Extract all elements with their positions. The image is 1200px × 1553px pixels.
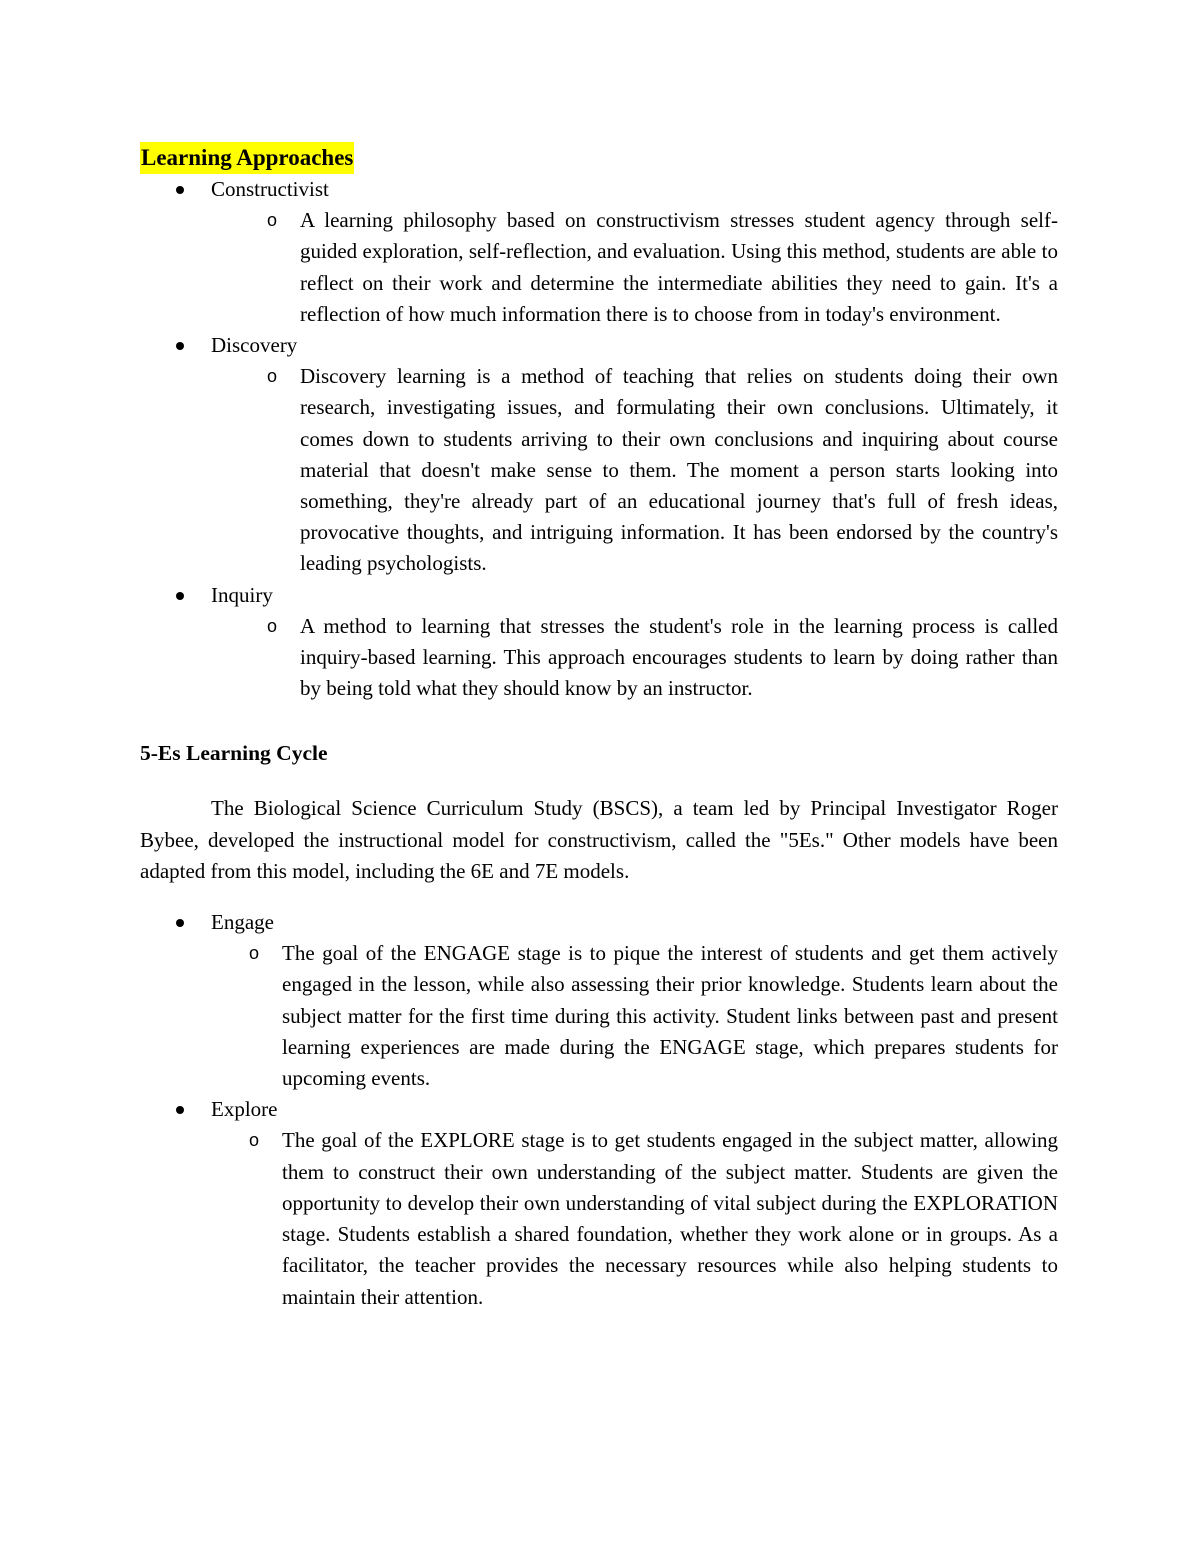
- sub-bullet-icon: o: [267, 366, 278, 387]
- list-item-label: Constructivist: [211, 177, 329, 201]
- sub-bullet-icon: o: [249, 943, 260, 964]
- bscs-paragraph: The Biological Science Curriculum Study (BSCS), a team led by Principal Investigator Roger Bybee, developed the instructional model for constructivism, called the "5Es." Other models have been adapted from this model, including the 6E and 7E models.: [140, 796, 1058, 883]
- sub-item-constructivist-description: [140, 205, 1058, 330]
- bullet-icon: [176, 919, 184, 927]
- list-item-label: Explore: [211, 1097, 278, 1122]
- sub-item-engage-description: [140, 938, 1058, 1094]
- highlighted-heading-text: Learning Approaches: [140, 142, 354, 174]
- learning-approaches-list: [140, 174, 1058, 704]
- list-item-label: Engage: [211, 910, 274, 935]
- sub-item-text: A learning philosophy based on constructivism stresses student agency through self-guided exploration, self-reflection, and evaluation. Using this method, students are able to reflect on their work and determine the intermediate abilities they need to gain. It's a reflection of how much information there is to choose from in today's environment.: [300, 208, 1058, 326]
- list-item-label: Inquiry: [211, 582, 273, 607]
- sub-bullet-icon: o: [249, 1130, 260, 1151]
- sub-item-explore-description: [140, 1125, 1058, 1312]
- sub-item-text: A method to learning that stresses the student's role in the learning process is called inquiry-based learning. This approach encourages students to learn by doing rather than by being told what they should know by an instructor.: [300, 613, 1058, 701]
- list-item-explore: [140, 1094, 1058, 1125]
- list-item-label: Discovery: [211, 333, 298, 358]
- sub-bullet-icon: o: [267, 615, 278, 636]
- bullet-icon: [176, 342, 184, 350]
- sub-item-text: The goal of the ENGAGE stage is to pique the interest of students and get them actively engaged in the lesson, while also assessing their prior knowledge. Students learn about the subject matter for the first time during this activity. Student links between past and present learning experiences are made during the ENGAGE stage, which prepares students for upcoming events.: [282, 941, 1058, 1091]
- 5es-stage-list: [140, 907, 1058, 1313]
- sub-item-discovery-description: [140, 361, 1058, 579]
- sub-item-text: The goal of the EXPLORE stage is to get students engaged in the subject matter, allowing them to construct their own understanding of the subject matter. Students are given the opportunity to develop their own understanding of vital subject during the EXPLORATION stage. Students establish a shared foundation, whether they work alone or in groups. As a facilitator, the teacher provides the necessary resources while also helping students to maintain their attention.: [282, 1128, 1058, 1309]
- bullet-icon: [176, 186, 184, 194]
- list-item-engage: [140, 907, 1058, 938]
- list-item-discovery: [140, 330, 1058, 361]
- list-item-constructivist: [140, 174, 1058, 205]
- section-heading-learning-approaches: [140, 142, 1058, 174]
- section-heading-5es-learning-cycle: 5-Es Learning Cycle: [140, 741, 328, 766]
- bullet-icon: [176, 592, 184, 600]
- document-page: [140, 142, 1058, 1313]
- sub-bullet-icon: o: [267, 210, 278, 231]
- sub-item-inquiry-description: [140, 611, 1058, 705]
- list-item-inquiry: [140, 580, 1058, 611]
- bullet-icon: [176, 1106, 184, 1114]
- sub-item-text: Discovery learning is a method of teaching that relies on students doing their own research, investigating issues, and formulating their own conclusions. Ultimately, it comes down to students arriving to their own conclusions and inquiring about course material that doesn't make sense to them. The moment a person starts looking into something, they're already part of an educational journey that's full of fresh ideas, provocative thoughts, and intriguing information. It has been endorsed by the country's leading psychologists.: [300, 364, 1058, 576]
